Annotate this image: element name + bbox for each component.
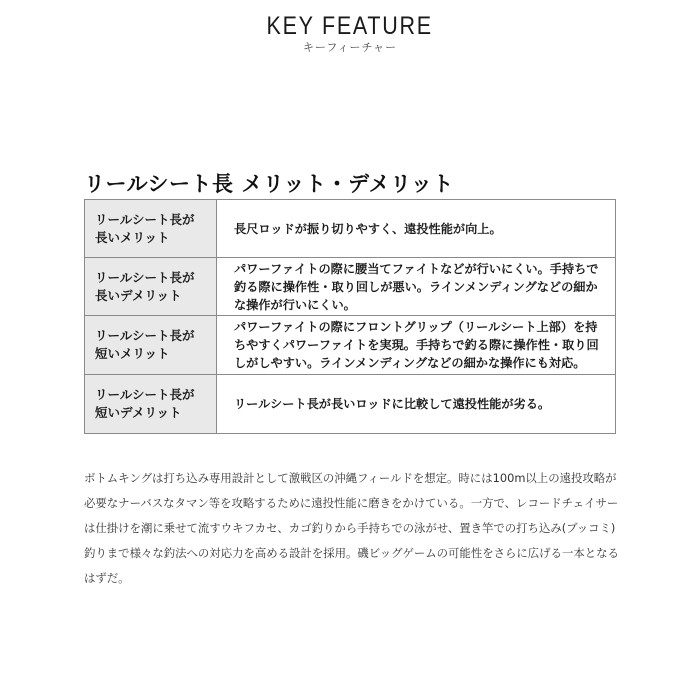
row-label bbox=[85, 316, 217, 375]
row-label-line1: リールシート長が bbox=[95, 387, 195, 402]
table-row bbox=[85, 375, 616, 434]
row-label-line2: 長いデメリット bbox=[95, 287, 182, 303]
header-subtitle: キーフィーチャー bbox=[302, 41, 398, 54]
row-label-line2: 短いデメリット bbox=[95, 405, 182, 420]
section-title: リールシート長 メリット・デメリット bbox=[84, 172, 454, 196]
row-label-line1: リールシート長が bbox=[95, 269, 195, 285]
row-label bbox=[85, 200, 217, 258]
header-title: KEY FEATURE bbox=[266, 12, 434, 40]
table-row bbox=[85, 316, 616, 375]
row-description: リールシート長が長いロッドに比較して遠投性能が劣る。 bbox=[217, 375, 616, 434]
row-label-line1: リールシート長が bbox=[95, 211, 195, 227]
row-label-line2: 長いメリット bbox=[95, 229, 170, 245]
row-description: パワーファイトの際に腰当てファイトなどが行いにくい。手持ちで釣る際に操作性・取り回しが悪い。ラインメンディングなどの細かな操作が行いにくい。 bbox=[217, 258, 616, 316]
merit-demerit-table bbox=[84, 199, 616, 434]
row-label-line1: リールシート長が bbox=[95, 328, 195, 343]
page-header bbox=[0, 12, 700, 56]
row-description: パワーファイトの際にフロントグリップ（リールシート上部）を持ちやすくパワーファイトを実現。手持ちで釣る際に操作性・取り回しがしやすい。ラインメンディングなどの細かな操作にも対応。 bbox=[217, 316, 616, 375]
row-label bbox=[85, 375, 217, 434]
row-label bbox=[85, 258, 217, 316]
table-row bbox=[85, 258, 616, 316]
row-description: 長尺ロッドが振り切りやすく、遠投性能が向上。 bbox=[217, 200, 616, 258]
row-label-line2: 短いメリット bbox=[95, 346, 170, 361]
body-paragraph: ボトムキングは打ち込み専用設計として激戦区の沖縄フィールドを想定。時には100m以上の遠投攻略が必要なナーバスなタマン等を攻略するために遠投性能に磨きをかけている。一方で、レコードチェイサーは仕掛けを潮に乗せて流すウキフカセ、カゴ釣りから手持ちでの泳がせ、置き竿での打ち込み(ブッコミ)釣りまで様々な釣法への対応力を高める設計を採用。磯ビッグゲームの可能性をさらに広げる一本となるはずだ。 bbox=[84, 471, 619, 585]
table-row bbox=[85, 200, 616, 258]
